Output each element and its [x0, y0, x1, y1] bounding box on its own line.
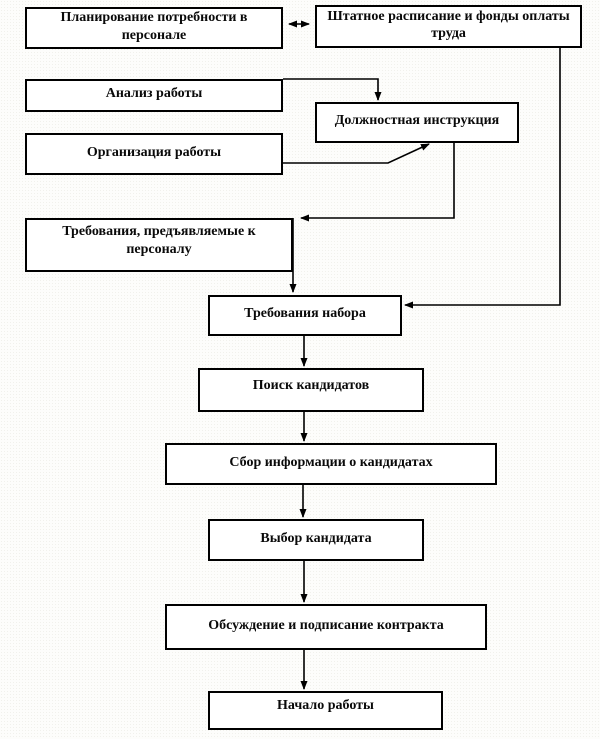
edge-job-analysis-to-job-description	[283, 79, 378, 100]
node-candidate-search: Поиск кандидатов	[198, 368, 424, 412]
node-recruitment-requirements: Требования набора	[208, 295, 402, 336]
node-planning: Планирование потребности в персонале	[25, 7, 283, 49]
node-contract-signing: Обсуждение и подписание контракта	[165, 604, 487, 650]
node-job-analysis: Анализ работы	[25, 79, 283, 112]
edge-job-description-to-personnel-requirements	[301, 143, 454, 218]
edge-work-organization-to-job-description	[283, 144, 429, 163]
node-work-organization: Организация работы	[25, 133, 283, 175]
node-candidate-info-gathering: Сбор информации о кандидатах	[165, 443, 497, 485]
node-personnel-requirements: Требования, предъявляемые к персоналу	[25, 218, 293, 272]
node-staffing: Штатное расписание и фонды оплаты труда	[315, 5, 582, 48]
edge-staffing-to-recruitment-requirements	[405, 47, 560, 305]
node-work-start: Начало работы	[208, 691, 443, 730]
node-job-description: Должностная инструкция	[315, 102, 519, 143]
node-candidate-selection: Выбор кандидата	[208, 519, 424, 561]
